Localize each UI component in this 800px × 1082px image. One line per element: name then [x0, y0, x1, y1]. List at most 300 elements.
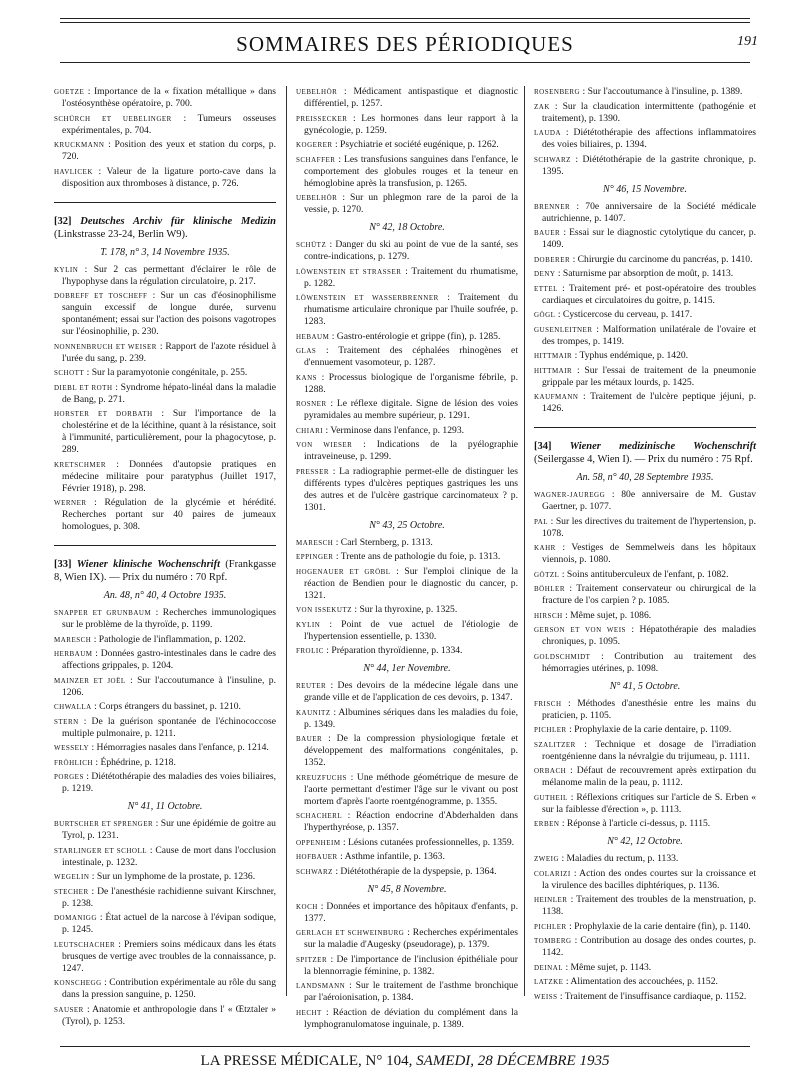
article-title: : Essai sur le diagnostic cytolytique du cancer, p. 1409. [542, 227, 756, 250]
article-entry [296, 901, 518, 925]
article-author: STARLINGER ET SCHOLL [54, 846, 147, 855]
article-author: GERLACH ET SCHWEINBURG [296, 929, 405, 937]
article-author: STERN [54, 717, 79, 726]
article-author: SZALITZER [534, 740, 576, 749]
article-author: OPPENHEIM [296, 838, 341, 847]
article-title: : Typhus endémique, p. 1420. [572, 350, 689, 361]
article-title: : Diététothérapie des affections inflammatoires des voies biliaires, p. 1394. [542, 127, 756, 150]
article-entry [534, 739, 756, 763]
article-author: MARESCH [54, 635, 92, 644]
article-author: HEINLER [534, 896, 568, 904]
journal-number: [32] [54, 215, 72, 227]
article-title: : Indications de la pyélographie intraveineuse, p. 1299. [304, 439, 518, 462]
article-author: BÖHLER [534, 585, 565, 593]
article-entry [534, 365, 756, 389]
article-title: : Sur 2 cas permettant d'éclairer le rôle de l'hypophyse dans la régulation circulatoire, p. 217. [62, 263, 276, 287]
article-author: GÖTZL [534, 570, 560, 579]
article-entry [296, 1007, 518, 1031]
issue-heading: N° 46, 15 Novembre. [603, 183, 687, 195]
article-entry [296, 331, 518, 343]
article-title: : Trente ans de pathologie du foie, p. 1313. [333, 551, 501, 562]
article-title: : Données d'autopsie pratiques en médecine militaire pour paratyphus (Juillet 1917, Février 1918), p. 298. [62, 458, 276, 494]
article-author: CHIARI [296, 426, 324, 435]
article-entry [54, 166, 276, 190]
article-entry [54, 86, 276, 110]
article-title: : Traitement du rhumatisme articulaire chronique par l'huile soufrée, p. 1283. [304, 292, 519, 327]
article-title: : Même sujet, p. 1086. [562, 609, 652, 621]
article-title: : Valeur de la ligature porto-cave dans la disposition aux thromboses à distance, p. 726. [62, 165, 276, 189]
page-header [60, 18, 758, 64]
article-title: : Défaut de recouvrement après extirpation du mélanome malin de la peau, p. 1112. [542, 765, 756, 788]
article-title: : Albumines sériques dans les maladies du foie, p. 1349. [304, 706, 518, 730]
article-author: HITTMAIR [534, 352, 573, 360]
article-title: : Hémorragies nasales dans l'enfance, p. 1214. [89, 742, 269, 753]
page-footer [60, 1046, 750, 1077]
article-author: GOETZE [54, 88, 85, 96]
article-entry [54, 939, 276, 975]
article-author: SCHACHERL [296, 812, 343, 820]
article-entry [296, 345, 518, 369]
article-entry [296, 466, 518, 514]
article-entry [54, 264, 276, 288]
article-author: KRUCKMANN [54, 141, 105, 149]
article-author: HOGENAUER ET GRÖBL [296, 567, 391, 576]
entry-list [534, 489, 756, 675]
article-title: : Prophylaxie de la carie dentaire, p. 1109. [566, 724, 732, 735]
article-entry [296, 772, 518, 808]
article-author: DOBERER [534, 255, 571, 264]
entry-list [296, 537, 518, 658]
article-title: : Traitement des céphalées rhinogènes et d'ennuement vasomoteur, p. 1287. [304, 345, 518, 368]
article-title: : Alimentation des accouchées, p. 1152. [563, 976, 718, 987]
article-entry [534, 610, 756, 622]
article-title: : Contribution au dosage des ondes courtes, p. 1142. [542, 935, 756, 958]
article-author: KOCH [296, 902, 318, 911]
article-title: : Diététothérapie de la gastrite chronique, p. 1395. [542, 153, 756, 177]
article-author: KOGERER [296, 141, 333, 149]
article-title: : Des devoirs de la médecine légale dans une grande ville et de l'application de ces devoirs, p. 1347. [304, 680, 518, 703]
article-title: : Même sujet, p. 1143. [563, 961, 652, 973]
article-entry [534, 254, 756, 266]
article-title: : Réponse à l'article ci-dessus, p. 1115. [559, 818, 711, 829]
columns-area [54, 86, 757, 1030]
journal-name: Wiener medizinische Wochenschrift [569, 441, 757, 452]
article-title: : Sur un cas d'éosinophilisme sanguin excessif de longue durée, survenu spontanément; essai sur l'action des poisons vagotropes sur l'éosinophilie, p. 230. [62, 290, 276, 337]
article-title: : Psychiatrie et société eugénique, p. 1262. [332, 139, 499, 150]
article-title: : Technique et dosage de l'irradiation roentgénienne dans la névralgie du trijumeau, p. 1111. [542, 738, 756, 762]
article-author: KYLIN [296, 620, 321, 629]
article-entry [296, 86, 518, 110]
article-author: HECHT [296, 1008, 322, 1017]
entry-list [534, 698, 756, 831]
article-author: WEGELIN [54, 873, 90, 881]
article-author: LEUTSCHACHER [54, 940, 116, 949]
article-entry [54, 912, 276, 936]
entry-list [296, 901, 518, 1031]
article-title: : De la compression physiologique fœtale et développement des malformations congénitales, p. 1352. [304, 733, 518, 768]
article-entry [296, 866, 518, 878]
column-divider [286, 86, 287, 996]
article-entry [296, 927, 518, 951]
article-title: : Verminose dans l'enfance, p. 1293. [323, 424, 465, 436]
article-entry [54, 367, 276, 379]
article-entry [534, 921, 756, 933]
article-entry [534, 868, 756, 892]
section-rule [54, 202, 276, 203]
issue-heading: N° 43, 25 Octobre. [369, 519, 445, 531]
article-entry [534, 962, 756, 974]
article-entry [54, 742, 276, 754]
article-entry [296, 837, 518, 849]
article-author: DEINAL [534, 963, 564, 972]
article-author: SCHÜRCH ET UEBELINGER [54, 114, 172, 123]
article-title: : Recherches expérimentales sur la maladie d'Augesky (pseudorage), p. 1379. [304, 927, 518, 950]
section-rule [534, 427, 756, 428]
article-entry [534, 127, 756, 151]
article-author: COLARIZI [534, 869, 571, 878]
article-title: : Point de vue actuel de l'étiologie de l'hypertension essentielle, p. 1330. [304, 618, 518, 642]
entry-list [534, 853, 756, 1003]
article-title: : Sur les directives du traitement de l'hypertension, p. 1078. [542, 515, 756, 539]
article-author: SNAPPER ET GRUNBAUM [54, 609, 152, 617]
article-author: VON WIESER [296, 441, 353, 449]
article-title: : Le réflexe digitale. Signe de lésion des voies pyramidales au membre supérieur, p. 1291. [304, 398, 518, 421]
column-3 [534, 86, 756, 1005]
article-entry [534, 350, 756, 362]
article-title: : Action des ondes courtes sur la croissance et la virulence des bacilles diphtériques, p. 1136. [542, 867, 756, 891]
issue-heading: N° 42, 18 Octobre. [369, 222, 445, 233]
article-entry [534, 853, 756, 865]
article-entry [296, 954, 518, 978]
article-entry [534, 624, 756, 648]
article-entry [296, 398, 518, 422]
article-title: : Sur la paramyotonie congénitale, p. 255. [84, 367, 248, 378]
article-entry [296, 566, 518, 602]
article-title: : Éphédrine, p. 1218. [93, 756, 176, 768]
article-author: HERBAUM [54, 650, 93, 658]
journal-address: (Frankgasse 8, Wien IX). — Prix du numéro : 70 Rpf. [54, 559, 276, 583]
article-entry [534, 991, 756, 1003]
article-entry [54, 818, 276, 842]
article-author: ROSENBERG [534, 88, 581, 96]
section-rule [54, 545, 276, 546]
article-entry [54, 382, 276, 406]
article-entry [296, 266, 518, 290]
article-author: HITTMAIR [534, 366, 573, 375]
article-author: STECHER [54, 887, 89, 896]
article-entry [54, 886, 276, 910]
article-entry [54, 459, 276, 495]
article-title: : Tumeurs osseuses expérimentales, p. 704. [62, 112, 276, 136]
article-title: : Recherches immunologiques sur le problème de la thyroïde, p. 1199. [62, 607, 276, 630]
article-entry [296, 425, 518, 437]
article-title: : Traitement du rhumatisme, p. 1282. [304, 265, 518, 289]
article-entry [54, 113, 276, 137]
article-title: : Hépatothérapie des maladies chroniques, p. 1095. [542, 624, 756, 647]
article-author: HIRSCH [534, 611, 563, 620]
article-title: : Traitement conservateur ou chirurgical de la fracture de l'os carpien ? p. 1085. [542, 583, 756, 606]
article-author: TOMBERG [534, 937, 572, 945]
article-entry [54, 977, 276, 1001]
article-entry [296, 551, 518, 563]
article-author: GÖGL [534, 311, 556, 319]
article-entry [54, 497, 276, 533]
entry-list [296, 680, 518, 878]
article-author: LATZKE [534, 978, 564, 986]
article-title: : Vestiges de Semmelweis dans les hôpitaux viennois, p. 1080. [542, 542, 756, 565]
article-author: LÖWENSTEIN ET STRASSER [296, 267, 402, 276]
article-title: : Carl Sternberg, p. 1313. [333, 536, 433, 548]
article-title: : Malformation unilatérale de l'ovaire et des trompes, p. 1419. [542, 323, 756, 347]
article-title: : Processus biologique de l'organisme fébrile, p. 1288. [304, 371, 518, 395]
article-title: : Chirurgie du carcinome du pancréas, p. 1410. [570, 253, 753, 265]
journal-address: (Linkstrasse 23-24, Berlin W9). [54, 228, 188, 240]
article-entry [54, 139, 276, 163]
entry-list [296, 86, 518, 216]
article-title: : De l'importance de l'inclusion épithéliale pour la blennorragie féminine, p. 1382. [304, 953, 518, 977]
column-2 [296, 86, 518, 1033]
article-title: : Sur le traitement de l'asthme bronchique par l'aéroionisation, p. 1384. [304, 980, 518, 1003]
article-entry [534, 201, 756, 225]
article-entry [296, 292, 518, 328]
article-entry [54, 634, 276, 646]
article-author: PREISSECKER [296, 114, 348, 123]
article-title: : La radiographie permet-elle de distinguer les différents types d'ulcères peptiques gastriques les uns des autres et de l'ulcère gastrique carcinomateux ? p. 1301. [304, 465, 518, 513]
article-title: : Gastro-entérologie et grippe (fin), p. 1285. [329, 330, 501, 342]
article-title: : Soins antituberculeux de l'enfant, p. 1082. [559, 568, 729, 580]
article-entry [534, 651, 756, 675]
article-author: BURTSCHER ET SPRENGER [54, 820, 154, 828]
article-title: : Traitement pré- et post-opératoire des troubles cardiaques et circulatoires du goitre, p. 1415. [542, 282, 756, 306]
entry-list [54, 818, 276, 1028]
article-author: DOMANIGG [54, 914, 97, 922]
article-entry [296, 604, 518, 616]
entry-list [54, 607, 276, 795]
article-entry [534, 976, 756, 988]
article-title: : Sur l'importance de la cholestérine et de la lécithine, quant à la résistance, soit à l'immunité, particulièrement, pour la phagocytose, p. 289. [62, 408, 276, 455]
article-title: : Sur l'accoutumance à l'insuline, p. 1206. [62, 674, 276, 698]
article-title: : Traitement de l'insuffisance cardiaque, p. 1152. [557, 990, 747, 1002]
page-number: 191 [737, 34, 758, 49]
article-entry [54, 845, 276, 869]
entry-list [54, 264, 276, 534]
article-entry [534, 765, 756, 789]
page-title: SOMMAIRES DES PÉRIODIQUES [236, 32, 574, 56]
article-title: : Corps étrangers du bassinet, p. 1210. [91, 701, 241, 712]
article-title: : Réaction de déviation du complément dans la lymphogranulomatose inguinale, p. 1389. [304, 1006, 518, 1030]
article-author: FRÖHLICH [54, 758, 94, 767]
article-entry [534, 227, 756, 251]
article-title: : Sur une épidémie de goitre au Tyrol, p. 1231. [62, 818, 276, 841]
article-title: : Anatomie et anthropologie dans l' « Œtztaler » (Tyrol), p. 1253. [62, 1003, 276, 1027]
article-title: : Syndrome hépato-linéal dans la maladie de Bang, p. 271. [62, 381, 276, 405]
footer-date: SAMEDI, 28 DÉCEMBRE 1935 [416, 1053, 610, 1069]
journal-name: Deutsches Archiv für klinische Medizin [80, 215, 276, 227]
article-title: : Sur un lymphome de la prostate, p. 1236. [89, 871, 256, 882]
article-title: : Médicament antispastique et diagnostic différentiel, p. 1257. [304, 86, 518, 109]
article-author: LAUDA [534, 129, 561, 137]
article-author: ETTEL [534, 284, 558, 293]
journal-heading [54, 215, 276, 241]
article-author: REUTER [296, 682, 327, 690]
article-entry [534, 86, 756, 98]
article-author: HEBAUM [296, 332, 330, 341]
article-entry [296, 113, 518, 137]
article-title: : Cause de mort dans l'occlusion intestinale, p. 1232. [62, 844, 276, 868]
article-author: MARESCH [296, 538, 334, 547]
column-1 [54, 86, 276, 1030]
article-title: : Sur la claudication intermittente (pathogénie et traitement), p. 1390. [542, 100, 756, 124]
article-entry [534, 489, 756, 513]
entry-list [296, 239, 518, 514]
article-entry [296, 810, 518, 834]
article-entry [296, 851, 518, 863]
article-author: MAINZER ET JOËL [54, 676, 126, 685]
article-author: DIEBL ET ROTH [54, 383, 113, 392]
article-title: : 70e anniversaire de la Société médicale autrichienne, p. 1407. [542, 200, 756, 224]
article-entry [534, 935, 756, 959]
article-entry [54, 771, 276, 795]
article-author: SCHOTT [54, 369, 85, 377]
article-author: PICHLER [534, 922, 567, 931]
article-title: : Données et importance des hôpitaux d'enfants, p. 1377. [304, 900, 518, 924]
article-entry [54, 871, 276, 883]
article-entry [296, 680, 518, 704]
issue-heading: N° 41, 11 Octobre. [127, 801, 203, 812]
article-entry [296, 980, 518, 1004]
article-author: BRENNER [534, 202, 571, 211]
entry-list [534, 201, 756, 416]
journal-heading [534, 440, 756, 466]
article-entry [534, 542, 756, 566]
article-entry [534, 569, 756, 581]
article-title: : De l'anesthésie rachidienne suivant Kirschner, p. 1238. [62, 885, 276, 909]
article-author: NONNENBRUCH ET WEISER [54, 342, 157, 351]
entry-list [54, 86, 276, 190]
header-rule-second [60, 22, 750, 23]
issue-heading: T. 178, n° 3, 14 Novembre 1935. [100, 246, 230, 258]
journal-address: (Seilergasse 4, Wien I). — Prix du numéro : 75 Rpf. [534, 454, 753, 465]
article-author: KANS [296, 373, 318, 382]
article-author: HAVLICEK [54, 167, 93, 176]
article-entry [54, 675, 276, 699]
article-title: : Régulation de la glycémie et hérédité. Recherches portant sur 40 paires de jumeaux homologues, p. 308. [62, 497, 276, 532]
article-entry [534, 724, 756, 736]
article-author: ROSNER [296, 400, 327, 408]
article-entry [534, 268, 756, 280]
article-author: PAL [534, 517, 549, 526]
article-author: ZWEIG [534, 855, 560, 863]
article-title: : Contribution expérimentale au rôle du sang dans la pression sanguine, p. 1250. [62, 977, 276, 1000]
article-author: ZAK [534, 102, 550, 111]
article-title: : Diététothérapie de la dyspepsie, p. 1364. [332, 865, 497, 877]
article-entry [534, 283, 756, 307]
header-rule-top [60, 18, 750, 19]
article-entry [534, 309, 756, 321]
issue-heading: N° 45, 8 Novembre. [367, 883, 447, 895]
article-entry [296, 139, 518, 151]
article-title: : État actuel de la narcose à l'évipan sodique, p. 1245. [62, 912, 276, 935]
article-author: KYLIN [54, 265, 79, 274]
article-entry [296, 239, 518, 263]
article-title: : Sur l'accoutumance à l'insuline, p. 1389. [580, 86, 743, 97]
article-title: : Danger du ski au point de vue de la santé, ses contre-indications, p. 1279. [304, 239, 518, 262]
issue-heading: N° 44, 1er Novembre. [363, 663, 451, 674]
footer-publication: LA PRESSE MÉDICALE, N° 104, [200, 1053, 413, 1069]
article-author: WERNER [54, 499, 87, 507]
article-author: DENY [534, 270, 556, 278]
article-title: : Les hormones dans leur rapport à la gynécologie, p. 1259. [304, 112, 518, 136]
article-entry [296, 733, 518, 769]
article-title: : Sur l'essai de traitement de la pneumonie grippale par les métaux lourds, p. 1425. [542, 364, 756, 388]
article-entry [54, 716, 276, 740]
issue-heading: An. 58, n° 40, 28 Septembre 1935. [576, 472, 714, 483]
journal-number: [33] [54, 559, 72, 570]
article-author: DOBREFF ET TOSCHEFF [54, 292, 148, 300]
article-author: WAGNER-JAUREGG [534, 491, 606, 499]
article-author: BAUER [534, 229, 561, 237]
article-entry [54, 341, 276, 365]
article-author: CHWALLA [54, 703, 92, 711]
article-title: : Cysticercose du cerveau, p. 1417. [555, 309, 693, 320]
article-author: ORBACH [534, 767, 567, 775]
issue-heading: An. 48, n° 40, 4 Octobre 1935. [103, 590, 227, 601]
article-title: : Rapport de l'azote résiduel à l'urée du sang, p. 239. [62, 340, 276, 364]
article-title: : Pathologie de l'inflammation, p. 1202. [91, 633, 246, 645]
article-entry [296, 707, 518, 731]
article-author: KRETSCHMER [54, 460, 107, 469]
article-author: SCHWARZ [296, 867, 333, 876]
article-entry [296, 619, 518, 643]
article-title: : Sur un phlegmon rare de la paroi de la vessie, p. 1270. [304, 192, 518, 215]
article-author: LÖWENSTEIN ET WASSERBRENNER [296, 294, 439, 302]
article-entry [54, 408, 276, 456]
entry-list [534, 86, 756, 178]
article-author: SCHÜTZ [296, 241, 327, 249]
article-title: : Une méthode géométrique de mesure de l'aorte permettant d'estimer l'âge sur le vivant ou post mortem d'après l'aorte roentgénogramme, p. 1355. [304, 771, 518, 807]
article-author: PORGES [54, 773, 84, 781]
article-author: GUTHEIL [534, 793, 568, 802]
column-divider [524, 86, 525, 996]
journal-number: [34] [534, 441, 552, 452]
article-title: : Méthodes d'anesthésie entre les mains du praticien, p. 1105. [542, 697, 756, 721]
article-author: UEBELHÖR [296, 88, 338, 96]
article-entry [296, 439, 518, 463]
article-author: GLAS [296, 347, 317, 355]
article-author: EPPINGER [296, 553, 334, 561]
article-title: : Sur la thyroxine, p. 1325. [351, 604, 458, 615]
article-author: KONSCHEGG [54, 979, 102, 987]
article-title: : Sur l'emploi clinique de la réaction de Bendien pour le diagnostic du cancer, p. 1321. [304, 565, 518, 601]
article-title: : Contribution au traitement des hémorragies utérines, p. 1098. [542, 650, 756, 674]
article-entry [534, 324, 756, 348]
article-entry [534, 101, 756, 125]
article-author: WEISS [534, 992, 558, 1001]
article-author: HORSTER ET DORBATH [54, 410, 153, 418]
article-author: VON ISSEKUTZ [296, 606, 352, 614]
article-author: ERBEN [534, 820, 560, 828]
article-entry [296, 645, 518, 657]
article-entry [534, 894, 756, 918]
article-author: GERSON ET VON WEIS [534, 626, 626, 634]
article-author: SCHWARZ [534, 155, 571, 164]
article-entry [54, 1004, 276, 1028]
article-entry [296, 372, 518, 396]
article-entry [296, 154, 518, 190]
journal-name: Wiener klinische Wochenschrift [76, 559, 221, 570]
article-title: : Prophylaxie de la carie dentaire (fin), p. 1140. [566, 920, 751, 932]
article-author: SCHAFFER [296, 155, 336, 164]
